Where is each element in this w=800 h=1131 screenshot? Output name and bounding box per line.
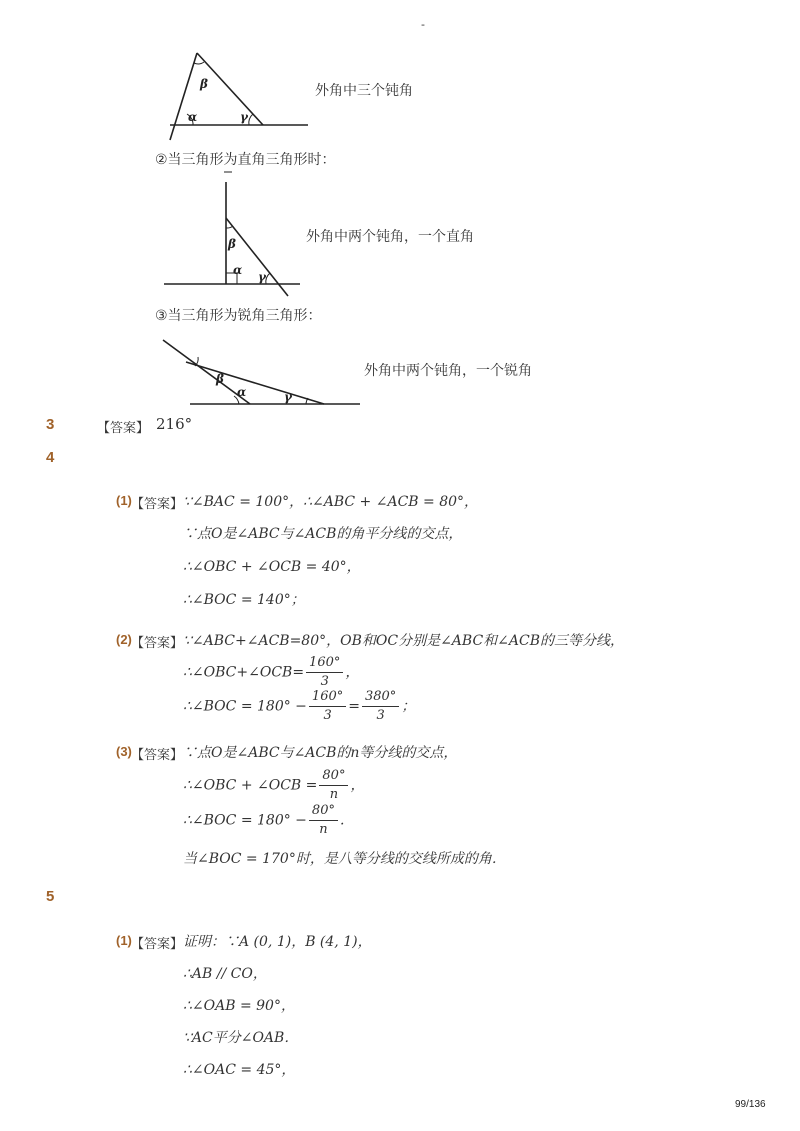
fraction-denominator: 3 bbox=[320, 674, 329, 689]
q5-part1-line1: 证明：∵A (0, 1)，B (4, 1)， bbox=[183, 934, 372, 950]
q4-part1-line4: ∴∠BOC = 140°； bbox=[183, 592, 305, 608]
q4-part3-line3-prefix: ∴∠BOC = 180° − bbox=[183, 812, 307, 829]
case3-heading: ③当三角形为锐角三角形： bbox=[155, 308, 322, 324]
q4-part1-line3: ∴∠OBC + ∠OCB = 40°， bbox=[183, 559, 361, 575]
q4-part3-line2-prefix: ∴∠OBC + ∠OCB = bbox=[183, 777, 318, 794]
q4-part2-line2 bbox=[183, 655, 359, 690]
fig3-alpha-label: α bbox=[237, 385, 247, 399]
fig3-beta-label: β bbox=[216, 372, 224, 386]
case2-heading: ②当三角形为直角三角形时： bbox=[155, 152, 336, 168]
q4-part1-line1: ∵∠BAC = 100°，∴∠ABC + ∠ACB = 80°， bbox=[183, 494, 479, 510]
q5-part1-line5: ∴∠OAC = 45°， bbox=[183, 1062, 296, 1078]
q4-part2-fraction-160-3 bbox=[306, 655, 343, 690]
fig1-alpha-label: α bbox=[188, 110, 198, 124]
fig1-caption: 外角中三个钝角 bbox=[315, 83, 413, 99]
q4-part3-line3 bbox=[183, 803, 344, 838]
q4-part2-line2-prefix: ∴∠OBC+∠OCB= bbox=[183, 664, 305, 681]
figure-right-triangle bbox=[160, 168, 310, 300]
fig3-caption: 外角中两个钝角，一个锐角 bbox=[364, 363, 532, 379]
question-4-number: 4 bbox=[46, 449, 55, 466]
fraction-denominator: 3 bbox=[323, 708, 332, 723]
figure-acute-triangle bbox=[160, 336, 365, 410]
q5-part1-answer-tag: 【答案】 bbox=[131, 937, 184, 952]
q5-part1-line2: ∴AB // CO， bbox=[183, 966, 267, 982]
fraction-numerator: 80° bbox=[309, 803, 338, 821]
q4-part2-fraction-380-3 bbox=[362, 689, 399, 724]
q5-part1-label: (1) bbox=[116, 933, 132, 948]
q4-part2-line3 bbox=[183, 689, 415, 724]
q4-part2-line2-suffix: ， bbox=[345, 664, 360, 681]
q4-part3-line4: 当∠BOC = 170°时，是八等分线的交线所成的角． bbox=[183, 851, 506, 867]
q4-part2-line3-prefix: ∴∠BOC = 180° − bbox=[183, 698, 307, 715]
question-5-number: 5 bbox=[46, 888, 55, 905]
fig3-gamma-label: γ bbox=[284, 390, 292, 404]
q4-part3-line3-suffix: . bbox=[339, 812, 345, 829]
fig1-gamma-label: γ bbox=[240, 110, 248, 124]
q4-part3-line1: ∵点O是∠ABC与∠ACB的n等分线的交点， bbox=[183, 745, 458, 761]
q4-part1-label: (1) bbox=[116, 493, 132, 508]
q4-part2-answer-tag: 【答案】 bbox=[131, 636, 184, 651]
fraction-numerator: 160° bbox=[306, 655, 343, 673]
q4-part3-label: (3) bbox=[116, 744, 132, 759]
q5-part1-line3: ∴∠OAB = 90°， bbox=[183, 998, 295, 1014]
fraction-denominator: 3 bbox=[376, 708, 385, 723]
figure-obtuse-triangle bbox=[160, 48, 320, 143]
equals-sign: = bbox=[348, 698, 360, 715]
fraction-numerator: 80° bbox=[319, 768, 348, 786]
q4-part3-fraction-80-n-b bbox=[309, 803, 338, 838]
fig2-beta-label: β bbox=[228, 237, 236, 251]
question-3-number: 3 bbox=[46, 416, 55, 433]
q4-part1-line2: ∵点O是∠ABC与∠ACB的角平分线的交点， bbox=[183, 526, 463, 542]
question-3-answer: 216° bbox=[156, 415, 193, 433]
question-3-answer-tag: 【答案】 bbox=[97, 421, 150, 436]
fig2-caption: 外角中两个钝角，一个直角 bbox=[306, 229, 474, 245]
fraction-numerator: 160° bbox=[309, 689, 346, 707]
q4-part2-label: (2) bbox=[116, 632, 132, 647]
q4-part3-line2-suffix: ， bbox=[350, 777, 365, 794]
fraction-denominator: n bbox=[319, 822, 328, 837]
q4-part2-line3-suffix: ； bbox=[401, 698, 416, 715]
q4-part1-answer-tag: 【答案】 bbox=[131, 497, 184, 512]
q4-part3-line2 bbox=[183, 768, 364, 803]
fraction-denominator: n bbox=[329, 787, 339, 802]
page-number: 99/136 bbox=[735, 1099, 766, 1110]
fig2-gamma-label: γ bbox=[258, 270, 266, 284]
q4-part2-fraction-160-3b bbox=[309, 689, 346, 724]
q4-part3-answer-tag: 【答案】 bbox=[131, 748, 184, 763]
fig2-alpha-label: α bbox=[233, 263, 243, 277]
header-mark: - bbox=[421, 18, 425, 31]
q5-part1-line4: ∵AC平分∠OAB． bbox=[183, 1030, 299, 1046]
q4-part2-line1: ∵∠ABC+∠ACB=80°，OB和OC分别是∠ABC和∠ACB的三等分线， bbox=[183, 633, 625, 649]
q4-part3-fraction-80-n bbox=[319, 768, 348, 803]
fraction-numerator: 380° bbox=[362, 689, 399, 707]
fig1-beta-label: β bbox=[200, 77, 208, 91]
